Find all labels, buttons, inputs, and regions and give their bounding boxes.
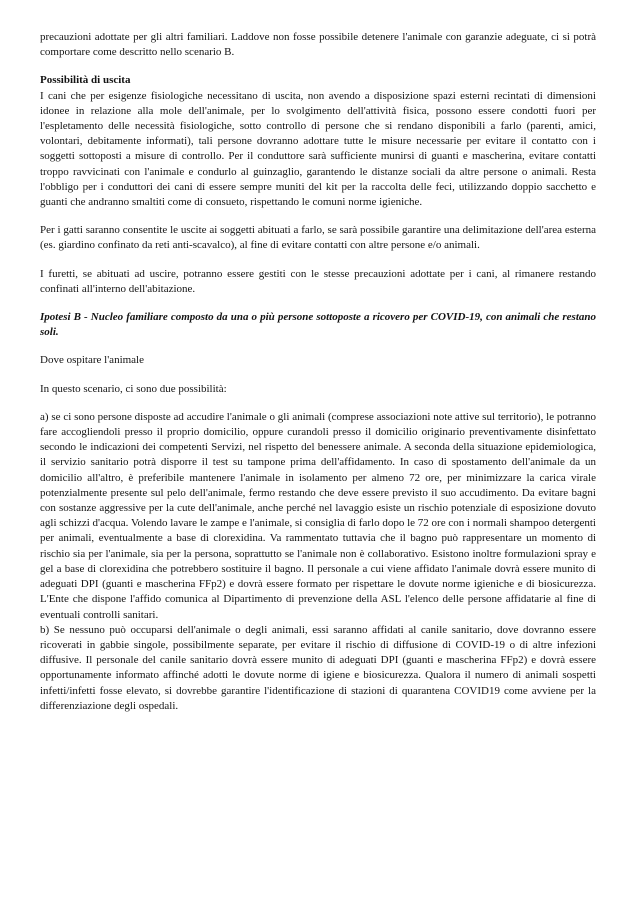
paragraph-intro: precauzioni adottate per gli altri familiari. Laddove non fosse possibile detenere l'animale con garanzie adeguate, ci si potrà comportare come descritto nello scenario B.: [40, 31, 596, 59]
heading-ipotesi-b: Ipotesi B - Nucleo familiare composto da una o più persone sottoposte a ricovero per COVID-19, con animali che restano soli.: [40, 311, 596, 339]
paragraph-cani: I cani che per esigenze fisiologiche necessitano di uscita, non avendo a disposizione spazi esterni recintati di dimensioni idonee in relazione alla mole dell'animale, per lo svolgimento dell'attività fisica, possono essere condotti fuori per l'espletamento delle necessità fisiologiche, sotto controllo di persone che si rendano disponibili a farlo (parenti, amici, volontari, debitamente informati), tali persone dovranno adottare tutte le misure necessarie per evitare il contatto con i soggetti sottoposti a misure di controllo. Per il conduttore sarà sufficiente munirsi di guanti e mascherina, evitare contatti troppo ravvicinati con l'animale e condurlo al guinzaglio, garantendo le distanze sociali da altre persone o animali. Resta l'obbligo per i conduttori dei cani di essere sempre muniti del kit per la raccolta delle feci, utilizzando doppio sacchetto e guanti che andranno smaltiti come di consueto, rispettando le comuni norme igieniche.: [40, 89, 596, 209]
heading-possibilita-uscita: Possibilità di uscita: [40, 74, 131, 87]
paragraph-furetti: I furetti, se abituati ad uscire, potranno essere gestiti con le stesse precauzioni adottate per i cani, al rimanere restando confinati all'interno dell'abitazione.: [40, 267, 596, 295]
document-page: [40, 30, 596, 727]
subheading-dove-ospitare: Dove ospitare l'animale: [40, 354, 145, 367]
paragraph-option-a: a) se ci sono persone disposte ad accudire l'animale o gli animali (comprese associazioni note attive sul territorio), le potranno fare accogliendoli presso il proprio domicilio, oppure curandoli presso il domicilio originario preventivamente disinfettato secondo le indicazioni dei competenti Servizi, nel rispetto del benessere animale. A seconda della situazione epidemiologica, il servizio sanitario potrà disporre il test su tampone prima dell'affidamento. In caso di spostamento dell'animale da un domicilio all'altro, è preferibile mantenere l'animale in isolamento per almeno 72 ore, per minimizzare la carica virale potenzialmente presente sul pelo dell'animale, fermo restando che deve essere previsto il suo accudimento. Da evitare bagni con sostanze aggressive per la cute dell'animale, anche perché nel lavaggio esiste un rischio potenziale di esposizione dovuto agli schizzi d'acqua. Volendo lavare le zampe e l'animale, si consiglia di farlo dopo le 72 ore con i normali shampoo detergenti per animali, eventualmente a base di clorexidina. Va rammentato tuttavia che il bagno può rappresentare un momento di rischio sia per l'animale, sia per la persona, soprattutto se l'animale non è collaborativo. Esistono inoltre formulazioni spray e gel a base di clorexidina che potrebbero sostituire il bagno. Il personale a cui viene affidato l'animale dovrà essere munito di adeguati DPI (guanti e mascherina FFp2) e dovrà essere formato per rispettare le dovute norme igieniche e di biosicurezza. L'Ente che dispone l'affido comunica al Dipartimento di prevenzione della ASL l'elenco delle persone affidatarie al fine di eventuali controlli sanitari.: [40, 410, 596, 621]
paragraph-gatti: Per i gatti saranno consentite le uscite ai soggetti abituati a farlo, se sarà possibile garantire una delimitazione dell'area esterna (es. giardino confinato da reti anti-scavalco), al fine di evitare contatti con altre persone e/o animali.: [40, 224, 596, 252]
paragraph-option-b: b) Se nessuno può occuparsi dell'animale o degli animali, essi saranno affidati al canile sanitario, dove dovranno essere ricoverati in gabbie singole, possibilmente separate, per evitare il rischio di diffusione di COVID-19 o di altre infezioni diffusive. Il personale del canile sanitario dovrà essere munito di adeguati DPI (guanti e mascherina FFp2) e dovrà essere opportunamente informato affinché adotti le dovute norme di igiene e biosicurezza. Qualora il numero di animali sospetti infetti/infetti fosse elevato, si dovrebbe garantire l'identificazione di stazioni di quarantena COVID19 come avviene per la differenziazione degli ospedali.: [40, 623, 596, 712]
paragraph-possibilita: In questo scenario, ci sono due possibilità:: [40, 382, 227, 395]
